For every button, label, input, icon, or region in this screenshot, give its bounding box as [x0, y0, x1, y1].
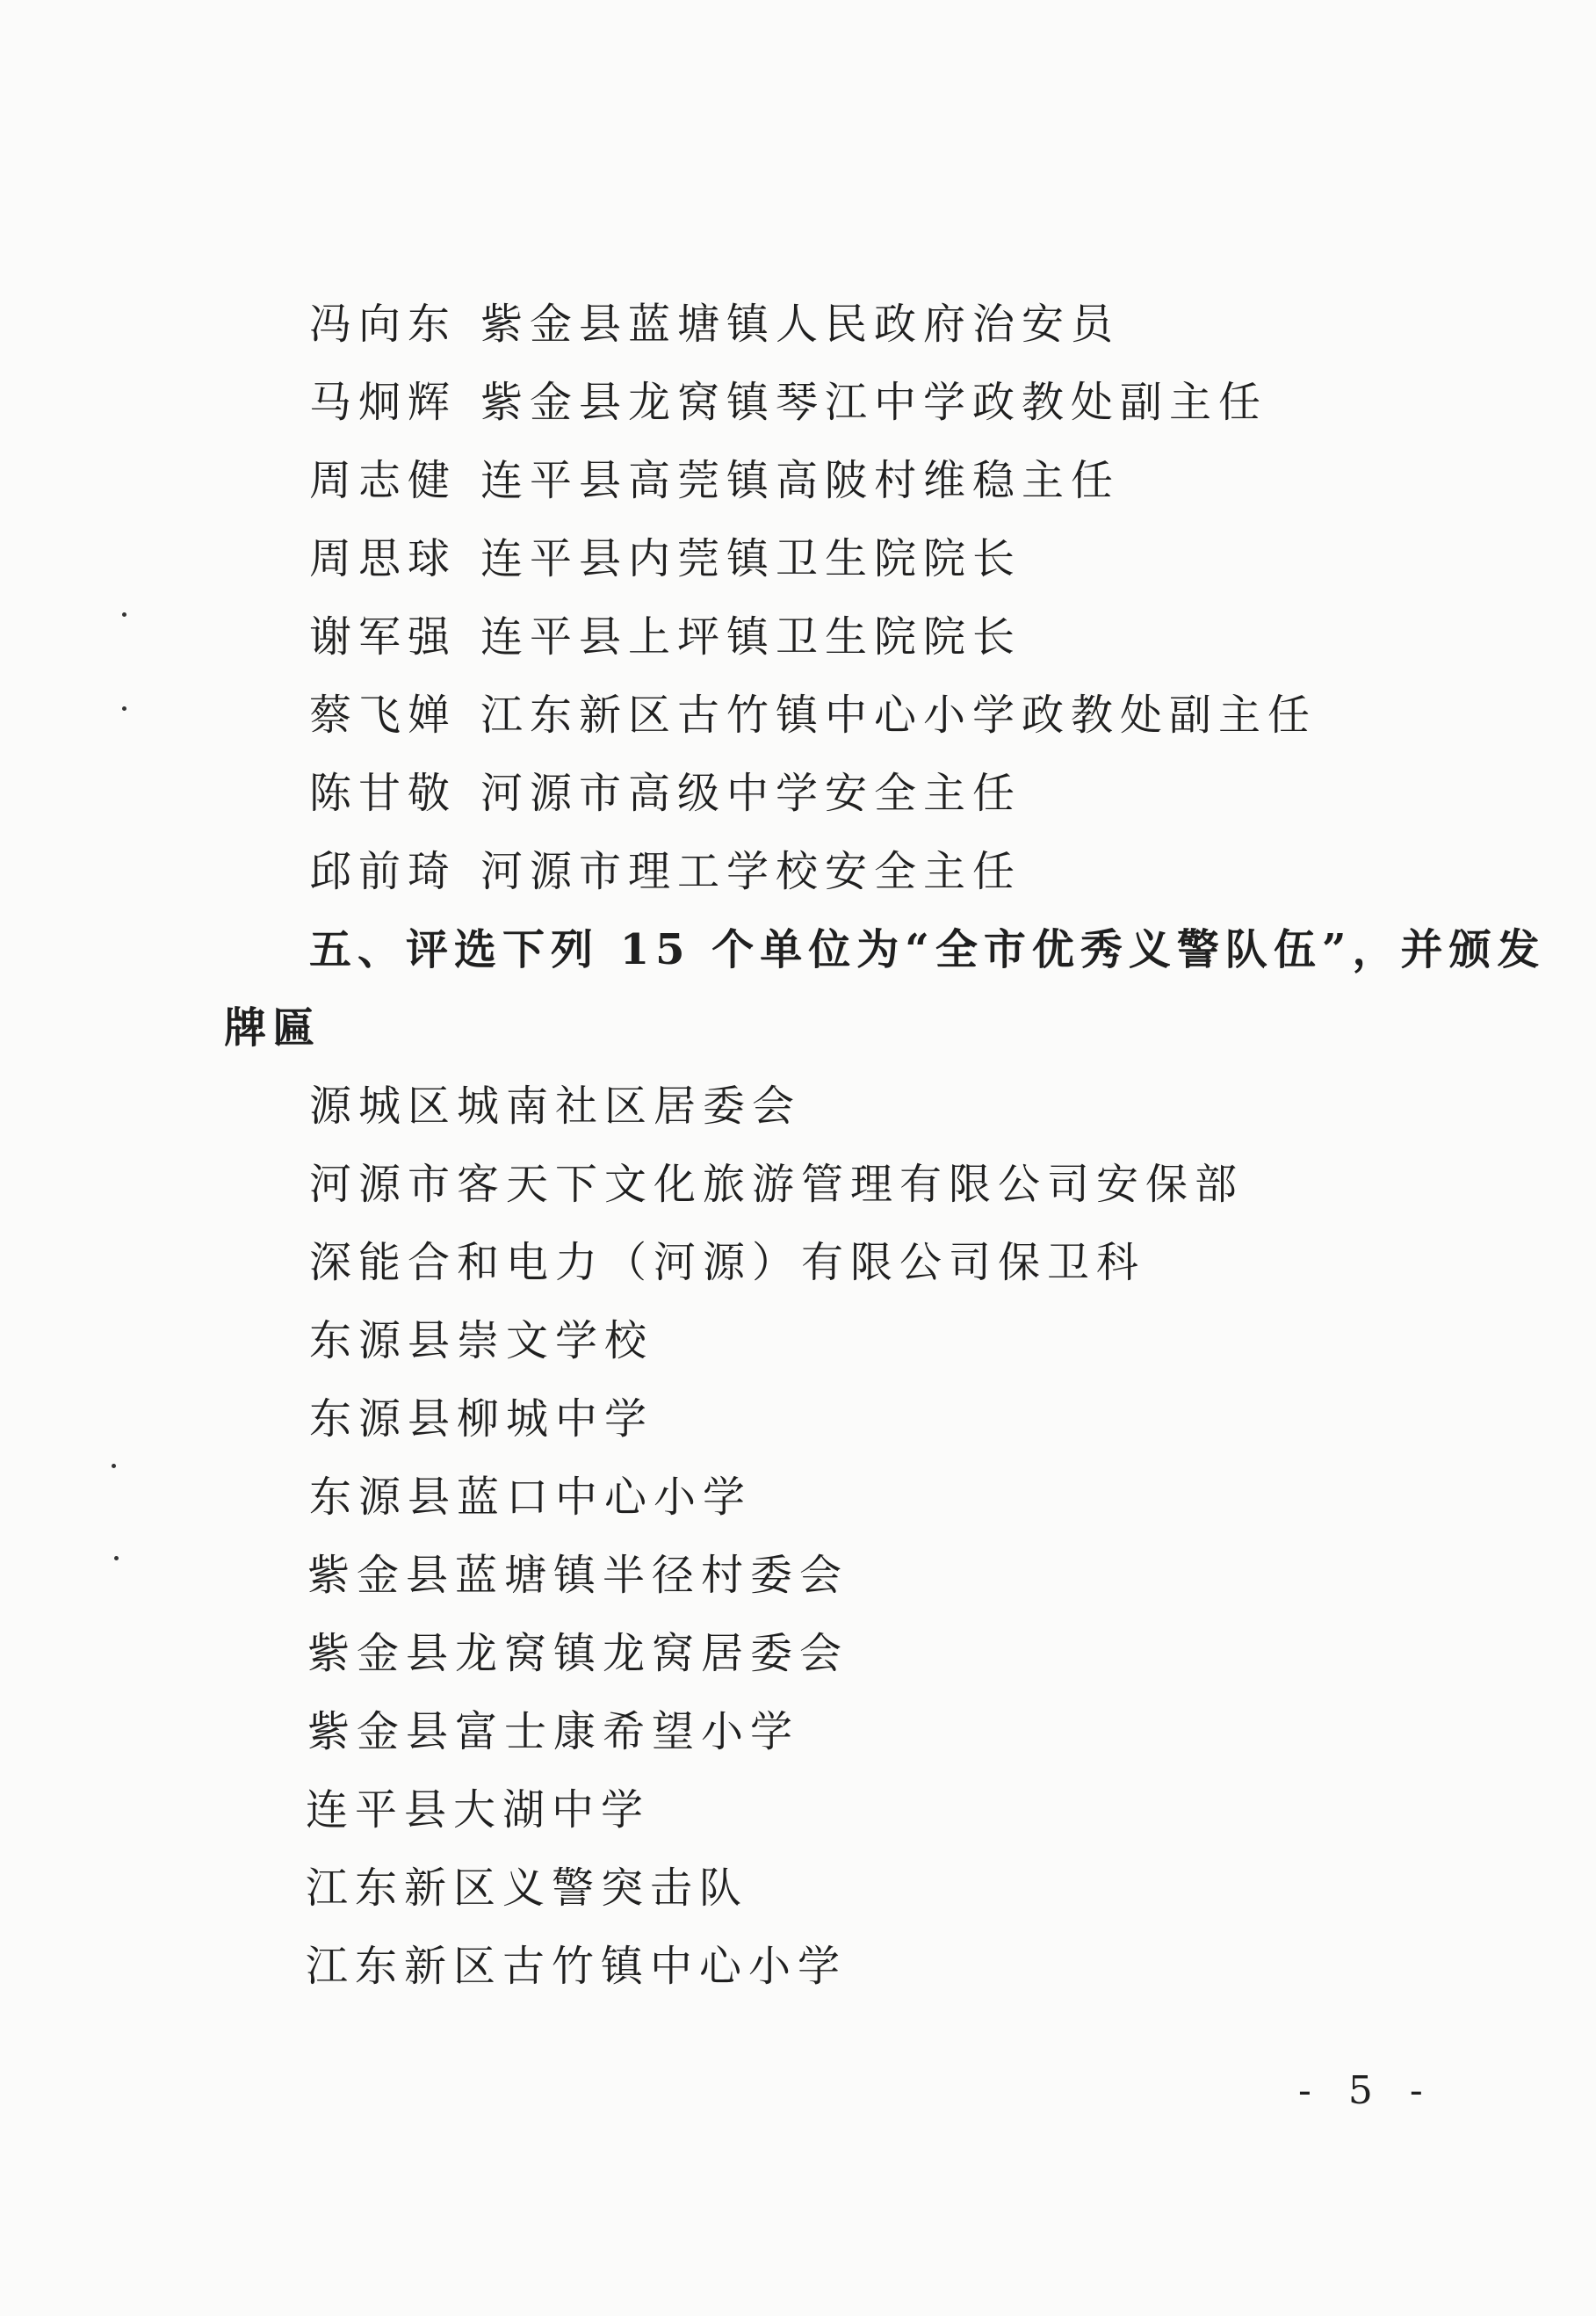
binding-mark	[122, 612, 126, 617]
unit-item: 紫金县富士康希望小学	[307, 1707, 800, 1756]
binding-mark	[114, 1556, 119, 1560]
unit-item: 东源县蓝口中心小学	[309, 1473, 753, 1522]
unit-item: 江东新区义警突击队	[306, 1864, 749, 1913]
person-unit: 连平县内莞镇卫生院院长	[480, 534, 1022, 583]
person-unit: 河源市理工学校安全主任	[480, 847, 1022, 896]
person-name: 谢军强	[309, 612, 458, 662]
person-name: 陈甘敬	[309, 769, 458, 818]
binding-mark	[112, 1464, 116, 1468]
page-number: - 5 -	[1298, 2068, 1435, 2113]
unit-item: 紫金县龙窝镇龙窝居委会	[307, 1629, 849, 1678]
person-name: 马炯辉	[309, 378, 458, 427]
binding-mark	[122, 706, 126, 711]
person-name: 周志健	[309, 456, 458, 505]
unit-item: 深能合和电力（河源）有限公司保卫科	[309, 1238, 1146, 1287]
unit-item: 东源县柳城中学	[309, 1394, 654, 1444]
person-unit: 连平县高莞镇高陂村维稳主任	[480, 456, 1121, 505]
person-name: 周思球	[309, 534, 458, 583]
person-unit: 连平县上坪镇卫生院院长	[480, 612, 1022, 662]
section-heading: 五、评选下列 15 个单位为“全市优秀义警队伍”，并颁发	[309, 925, 1546, 974]
person-unit: 江东新区古竹镇中心小学政教处副主任	[480, 691, 1318, 740]
unit-item: 源城区城南社区居委会	[309, 1082, 802, 1131]
unit-item: 江东新区古竹镇中心小学	[306, 1942, 848, 1991]
person-unit: 紫金县蓝塘镇人民政府治安员	[480, 300, 1121, 349]
unit-item: 河源市客天下文化旅游管理有限公司安保部	[309, 1160, 1245, 1209]
section-heading-continued: 牌匾	[224, 1003, 321, 1053]
person-name: 冯向东	[309, 300, 458, 349]
person-name: 蔡飞婵	[309, 691, 458, 740]
unit-item: 连平县大湖中学	[306, 1785, 651, 1835]
unit-item: 东源县崇文学校	[309, 1316, 654, 1365]
person-name: 邱前琦	[309, 847, 458, 896]
unit-item: 紫金县蓝塘镇半径村委会	[307, 1551, 849, 1600]
person-unit: 河源市高级中学安全主任	[480, 769, 1022, 818]
person-unit: 紫金县龙窝镇琴江中学政教处副主任	[480, 378, 1268, 427]
